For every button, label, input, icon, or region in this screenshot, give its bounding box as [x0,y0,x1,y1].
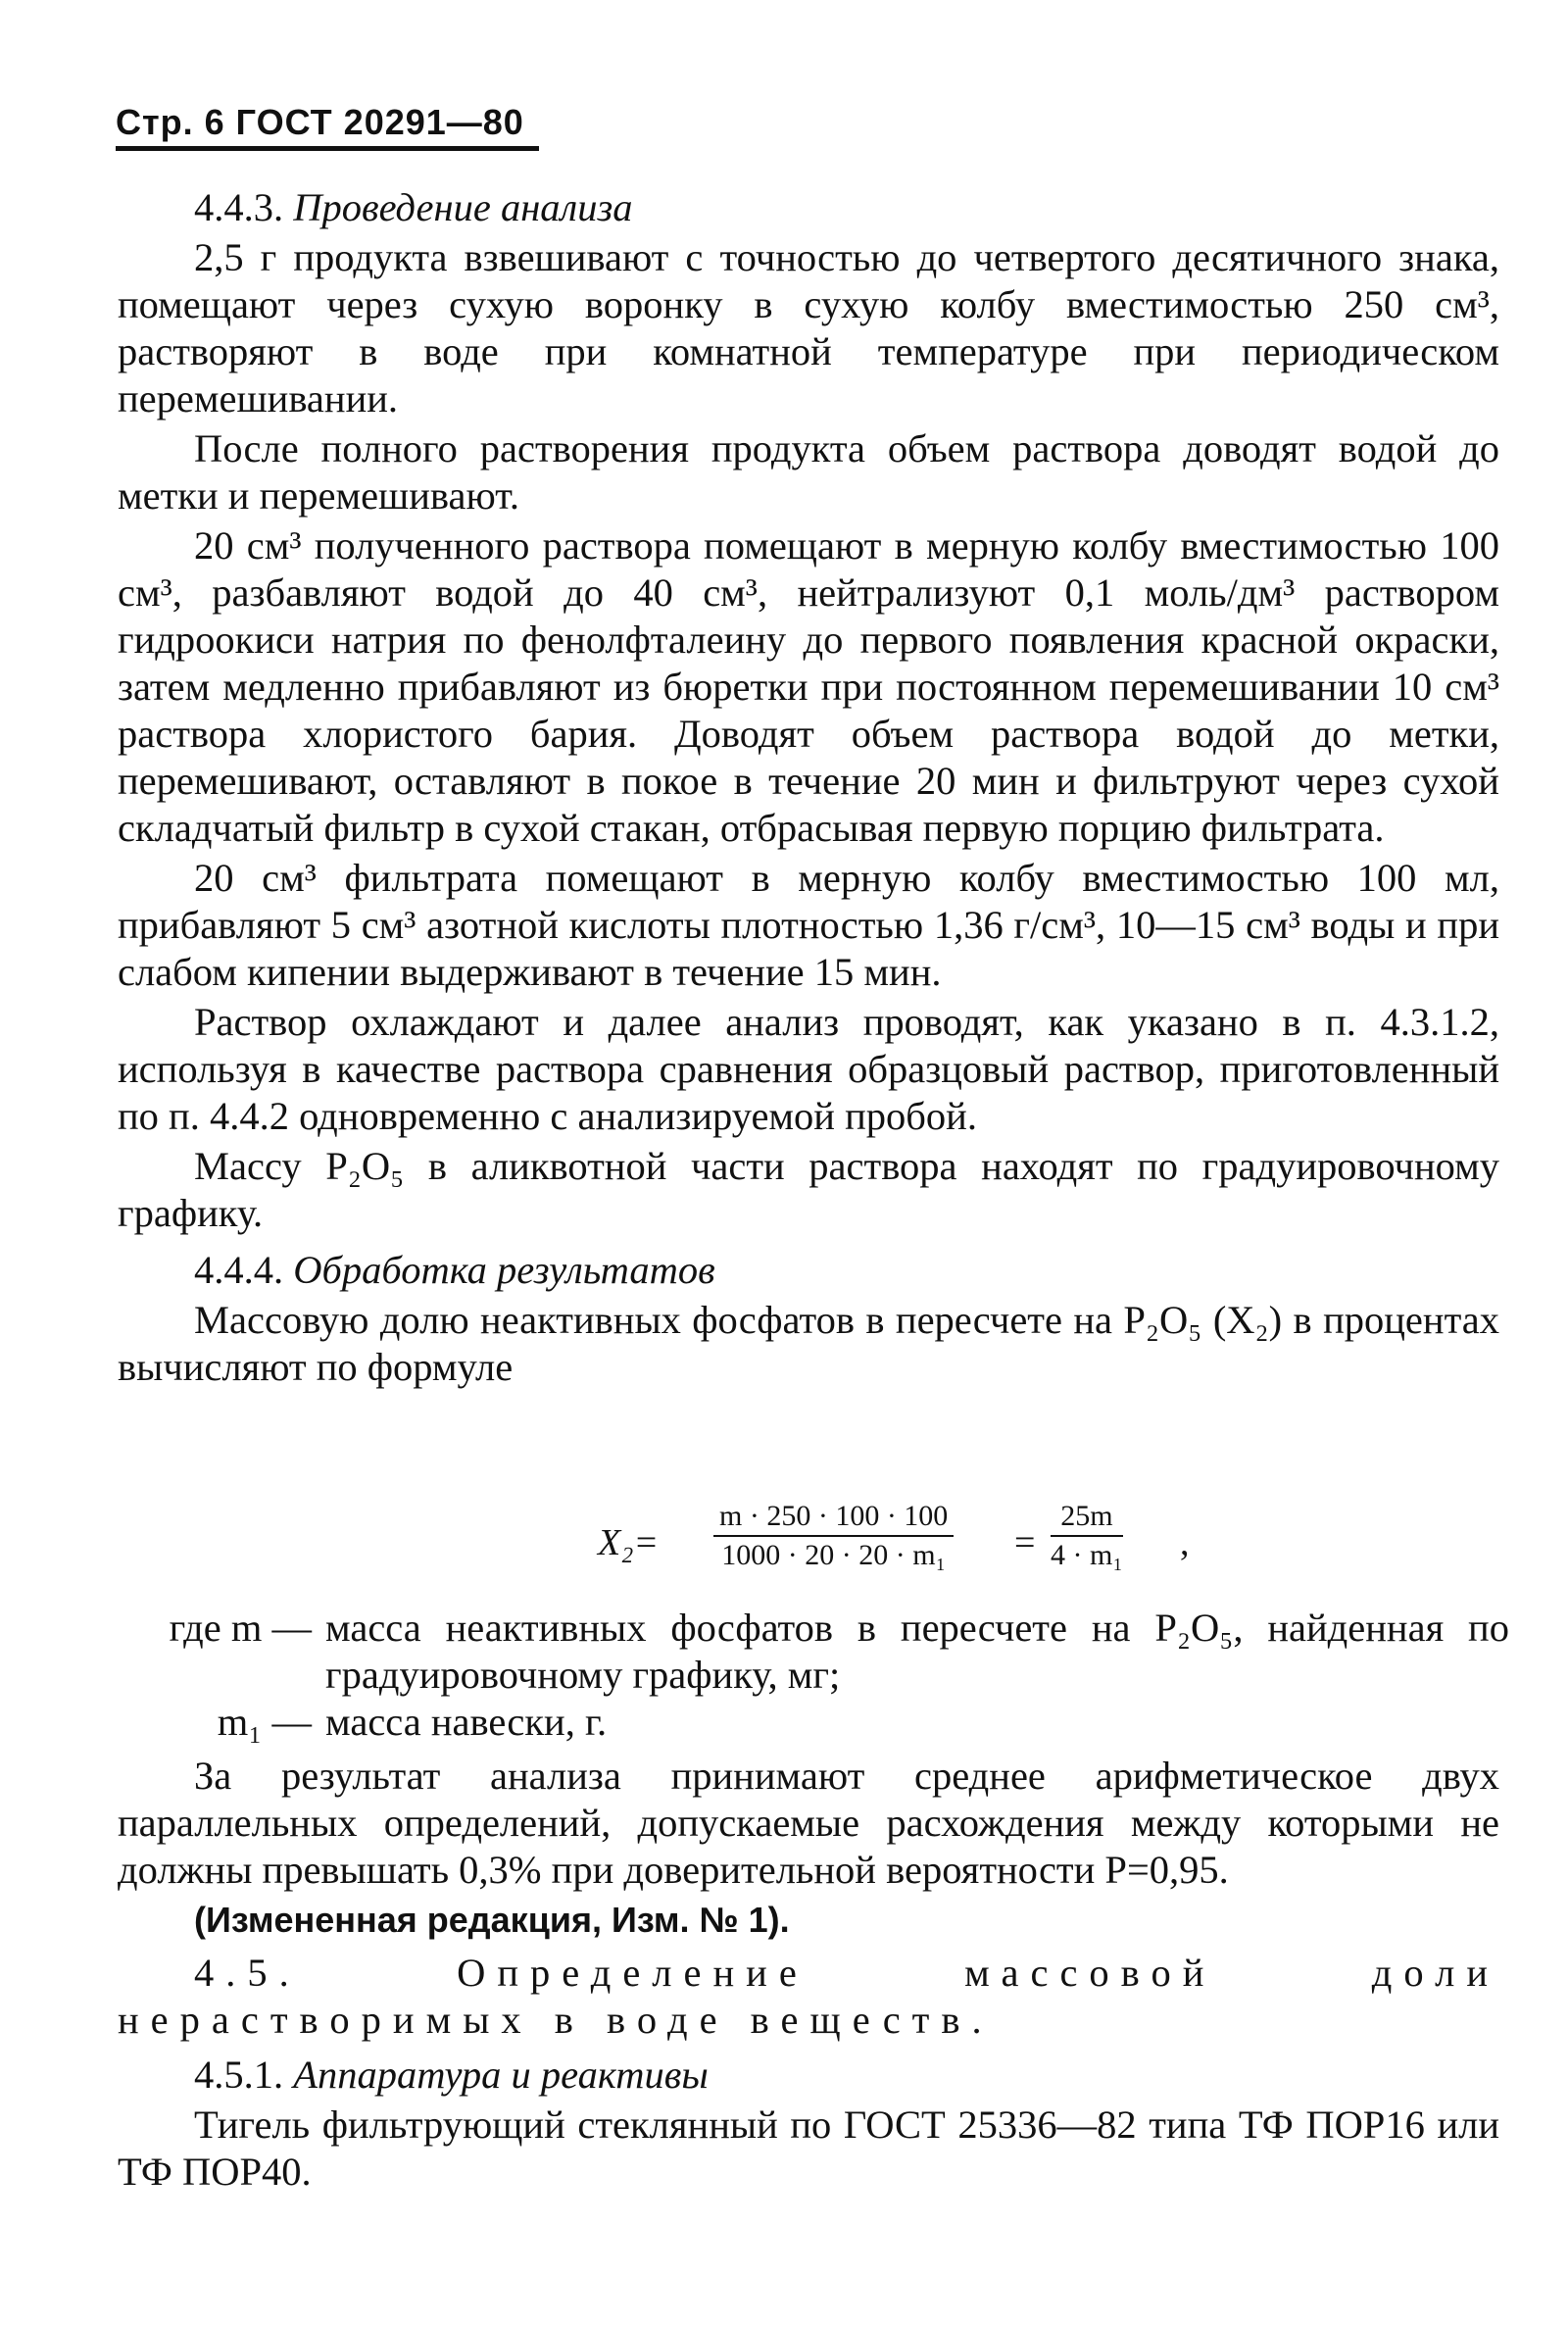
formula [598,1500,1382,1588]
definition-text: масса неактивных фосфатов в пересчете на P₂O₅, найденная по градуировочному графику, мг; [325,1606,1509,1697]
text-block-upper [118,184,1499,1394]
section-heading-4-5: 4.5. Определение массовой доли нерастворимых в воде веществ. [118,1951,1499,2042]
paragraph: 20 см³ фильтрата помещают в мерную колбу вместимостью 100 мл, прибавляют 5 см³ азотной кислоты плотностью 1,36 г/см³, 10—15 см³ воды и при слабом кипении выдерживают в течение 15 мин. [118,856,1499,994]
fraction-denominator: 1000 · 20 · 20 · m₁ [721,1539,947,1571]
section-title: Проведение анализа [293,185,633,229]
definition-text: масса навески, г. [325,1700,608,1744]
paragraph: Раствор охлаждают и далее анализ проводят, как указано в п. 4.3.1.2, используя в качестве раствора сравнения образцовый раствор, приготовленный по п. 4.4.2 одновременно с анализируемой пробой. [118,1000,1499,1138]
definition-row [118,1699,1509,1746]
paragraph: Массу P₂O₅ в аликвотной части раствора находят по градуировочному графику. [118,1144,1499,1235]
formula-comma: , [1180,1522,1190,1563]
section-number: 4.4.3. [194,185,284,229]
paragraph: За результат анализа принимают среднее арифметическое двух параллельных определений, допускаемые расхождения между которыми не должны превышать 0,3% при доверительной вероятности P=0,95. [118,1754,1499,1892]
section-number: 4.5.1. [194,2053,284,2097]
paragraph: 2,5 г продукта взвешивают с точностью до четвертого десятичного знака, помещают через сухую воронку в сухую колбу вместимостью 250 см³, растворяют в воде при комнатной температуре при периодическом перемешивании. [118,235,1499,420]
formula-fraction-2 [1051,1500,1123,1572]
definition-symbol: m₁ — [217,1700,312,1744]
page-header: Стр. 6 ГОСТ 20291—80 [116,102,524,142]
section-number: 4.4.4. [194,1248,284,1292]
paragraph: Массовую долю неактивных фосфатов в пересчете на P₂O₅ (X₂) в процентах вычисляют по формуле [118,1298,1499,1389]
formula-lhs: X₂= [598,1522,660,1563]
paragraph: После полного растворения продукта объем раствора доводят водой до метки и перемешивают. [118,426,1499,518]
paragraph: 20 см³ полученного раствора помещают в мерную колбу вместимостью 100 см³, разбавляют водой до 40 см³, нейтрализуют 0,1 моль/дм³ раствором гидроокиси натрия по фенолфталеину до первого появления красной окраски, затем медленно прибавляют из бюретки при постоянном перемешивании 10 см³ раствора хлористого бария. Доводят объем раствора водой до метки, перемешивают, оставляют в покое в течение 20 мин и фильтруют через сухой складчатый фильтр в сухой стакан, отбрасывая первую порцию фильтрата. [118,523,1499,850]
section-title: Обработка результатов [293,1248,715,1292]
section-heading-4-5-1 [118,2052,1499,2099]
fraction-numerator: 25m [1051,1500,1123,1537]
formula-equals: = [1014,1522,1036,1563]
paragraph: Тигель фильтрующий стеклянный по ГОСТ 25336—82 типа ТФ ПОР16 или ТФ ПОР40. [118,2102,1499,2194]
formula-fraction-1 [713,1500,954,1572]
header-rule [116,146,539,151]
definition-symbol: где m — [169,1606,312,1650]
amendment-note: (Измененная редакция, Изм. № 1). [194,1900,790,1940]
section-heading-4-4-4 [118,1247,1499,1294]
section-heading-4-4-3 [118,184,1499,231]
section-title: Аппаратура и реактивы [293,2053,709,2097]
symbol-definitions [118,1605,1509,1746]
fraction-denominator: 4 · m₁ [1051,1539,1123,1571]
definition-row [118,1605,1509,1699]
text-block-lower [118,1753,1499,2199]
fraction-numerator: m · 250 · 100 · 100 [713,1500,954,1537]
